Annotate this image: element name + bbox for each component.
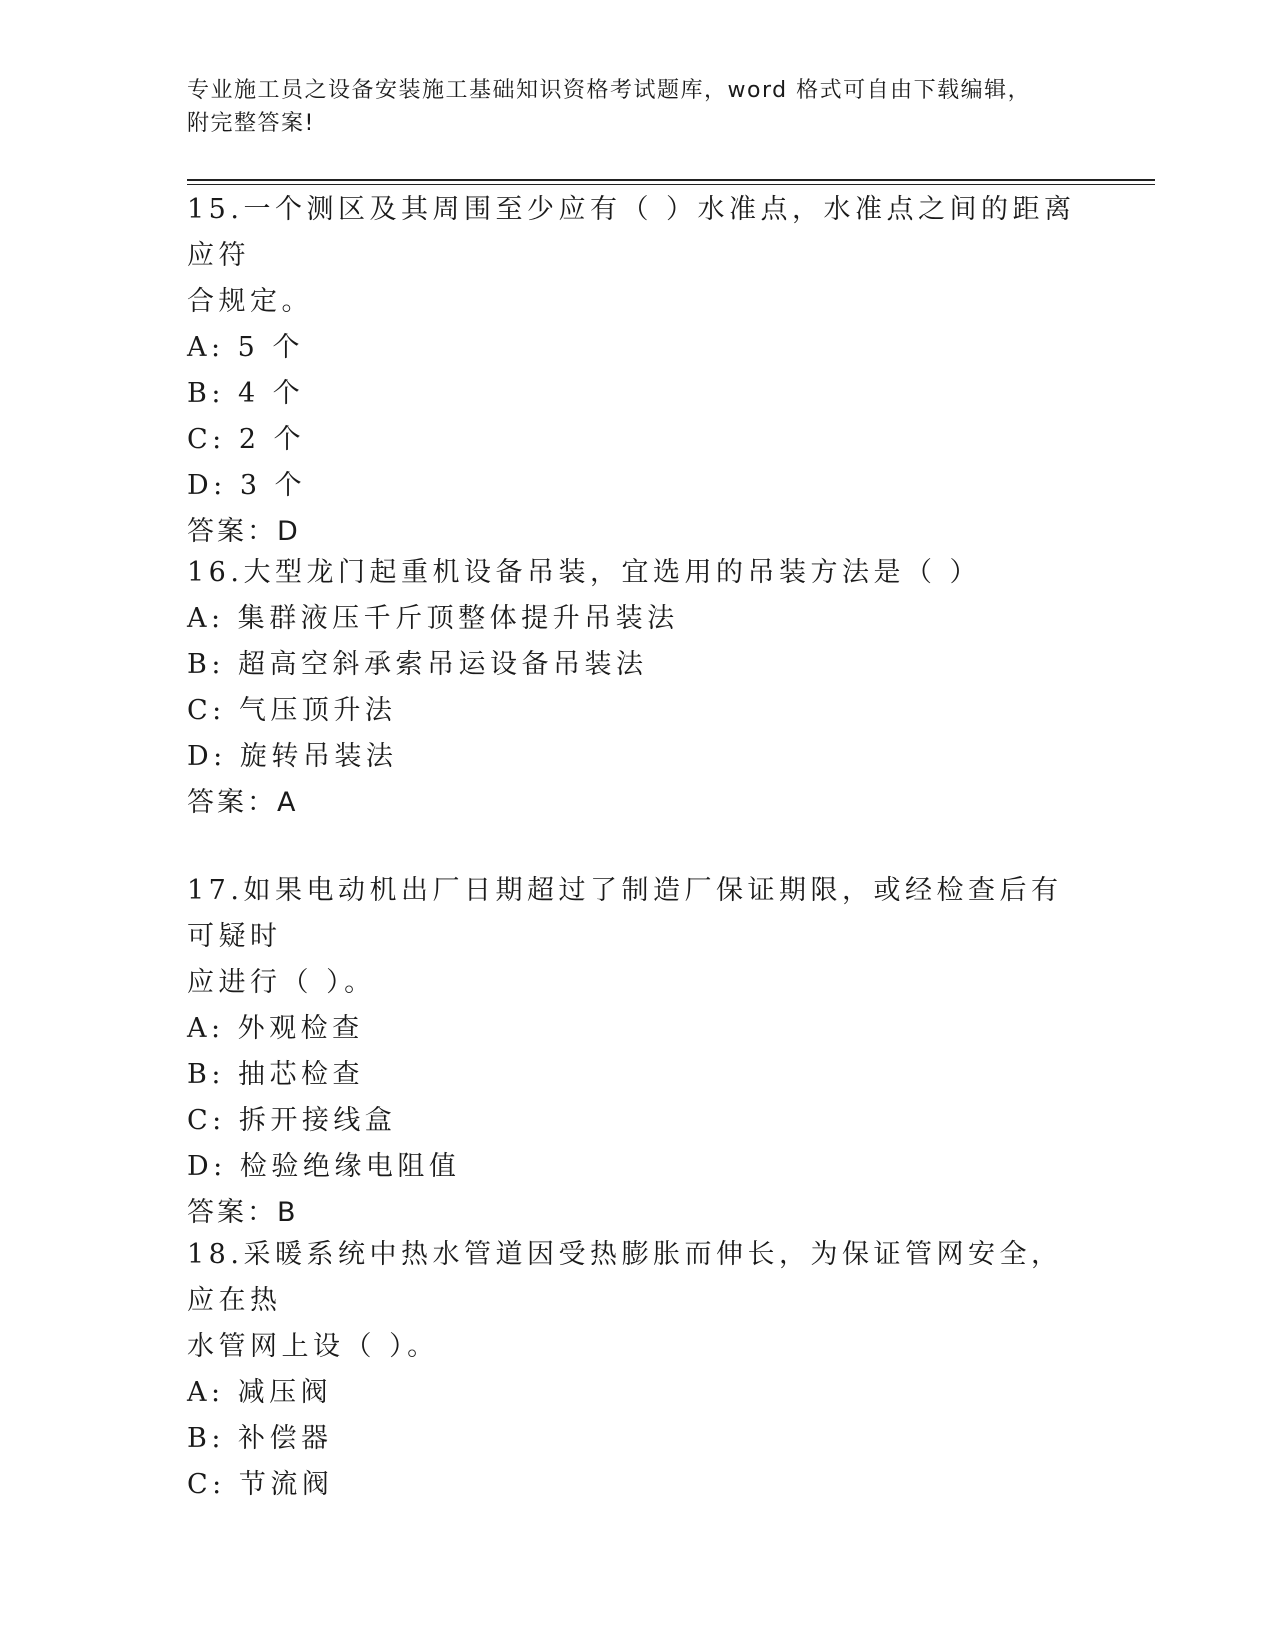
question-text-line-2: 水管网上设（ ）。 [187,1331,439,1362]
option-d: D: 3 个 [187,470,307,501]
answer: 答案：D [187,516,301,547]
question-text-line-2: 合规定。 [187,286,313,317]
option-c: C: 2 个 [187,424,306,455]
question-16 [187,550,1087,826]
question-15 [187,187,1087,555]
option-a: A: 集群液压千斤顶整体提升吊装法 [187,603,679,634]
option-d: D: 旋转吊装法 [187,741,398,772]
question-18 [187,1232,1087,1508]
header-line-1: 专业施工员之设备安装施工基础知识资格考试题库，word 格式可自由下载编辑， [187,78,1032,103]
question-text-line-1: 17.如果电动机出厂日期超过了制造厂保证期限，或经检查后有可疑时 [187,875,1063,952]
header-line-2: 附完整答案! [187,111,315,136]
option-c: C: 拆开接线盒 [187,1105,397,1136]
document-header [187,74,1067,140]
answer: 答案：A [187,787,299,818]
option-b: B: 抽芯检查 [187,1059,365,1090]
option-a: A: 5 个 [187,332,304,363]
option-b: B: 补偿器 [187,1423,333,1454]
option-a: A: 减压阀 [187,1377,333,1408]
answer: 答案：B [187,1197,299,1228]
question-text-line-1: 16.大型龙门起重机设备吊装，宜选用的吊装方法是（ ） [187,557,982,588]
option-b: B: 超高空斜承索吊运设备吊装法 [187,649,648,680]
question-17 [187,868,1087,1236]
option-c: C: 气压顶升法 [187,695,397,726]
option-a: A: 外观检查 [187,1013,364,1044]
header-divider-thick [187,179,1155,181]
option-d: D: 检验绝缘电阻值 [187,1151,461,1182]
question-text-line-1: 18.采暖系统中热水管道因受热膨胀而伸长，为保证管网安全，应在热 [187,1239,1063,1316]
question-text-line-1: 15.一个测区及其周围至少应有（ ）水准点，水准点之间的距离应符 [187,194,1076,271]
option-b: B: 4 个 [187,378,305,409]
question-text-line-2: 应进行（ ）。 [187,967,376,998]
header-divider-thin [187,184,1155,185]
option-c: C: 节流阀 [187,1469,334,1500]
